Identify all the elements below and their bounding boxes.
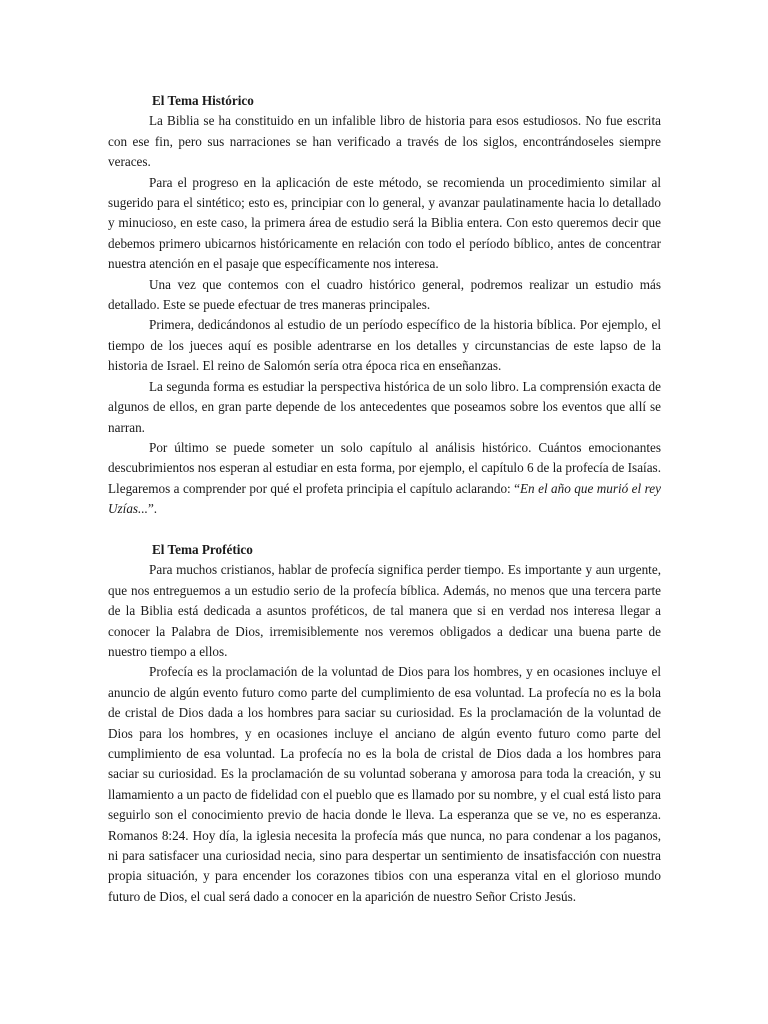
section-heading-profetico: El Tema Profético (152, 541, 253, 557)
document-page (108, 91, 661, 907)
paragraph-text: Por último se puede someter un solo capítulo al análisis histórico. Cuántos emocionantes descubrimientos nos esperan al estudiar en esta forma, por ejemplo, el capítulo 6 de la profecía de Isaías. Llegaremos a comprender por qué el profeta principia el capítulo aclarando: “ (108, 439, 661, 496)
paragraph: Profecía es la proclamación de la voluntad de Dios para los hombres, y en ocasiones incluye el anuncio de algún evento futuro como parte del cumplimiento de esa voluntad. La profecía no es la bola de cristal de Dios dada a los hombres para saciar su curiosidad. Es la proclamación de la voluntad de Dios para los hombres, y en ocasiones incluye el anciano de algún evento futuro como parte del cumplimiento de esa voluntad. La profecía no es la bola de cristal de Dios dada a los hombres para saciar su curiosidad. Es la proclamación de su voluntad soberana y amorosa para toda la creación, y su llamamiento a un pacto de fidelidad con el pueblo que es llamado por su nombre, y el cual está listo para seguirlo son el conocimiento previo de hacia donde le lleva. La esperanza que se ve, no es esperanza. Romanos 8:24. Hoy día, la iglesia necesita la profecía más que nunca, no para condenar a los paganos, ni para satisfacer una curiosidad necia, sino para despertar un sentimiento de insatisfacción con nuestra propia situación, y para encender los corazones tibios con una esperanza vital en el glorioso mundo futuro de Dios, el cual será dado a conocer en la aparición de nuestro Señor Cristo Jesús. (108, 664, 661, 904)
bible-quote: En el año que murió el rey Uzías... (108, 480, 661, 517)
paragraph: La Biblia se ha constituido en un infalible libro de historia para esos estudiosos. No fue escrita con ese fin, pero sus narraciones se han verificado a través de los siglos, encontrándoseles siempre veraces. (108, 113, 661, 170)
paragraph-with-quote (108, 438, 661, 520)
paragraph: Una vez que contemos con el cuadro histórico general, podremos realizar un estudio más detallado. Este se puede efectuar de tres maneras principales. (108, 276, 661, 313)
section-spacer (108, 520, 661, 540)
section-heading-historico: El Tema Histórico (152, 93, 254, 108)
paragraph: Para el progreso en la aplicación de este método, se recomienda un procedimiento similar al sugerido para el sintético; esto es, principiar con lo general, y avanzar paulatinamente hacia lo detallado y minucioso, en este caso, la primera área de estudio será la Biblia entera. Con esto queremos decir que debemos primero ubicarnos históricamente en relación con todo el período bíblico, antes de concentrar nuestra atención en el pasaje que específicamente nos interesa. (108, 174, 661, 272)
paragraph: Primera, dedicándonos al estudio de un período específico de la historia bíblica. Por ejemplo, el tiempo de los jueces aquí es posible adentrarse en los detalles y circunstancias de este lapso de la historia de Israel. El reino de Salomón sería otra época rica en enseñanzas. (108, 317, 661, 374)
quote-end: ”. (147, 501, 158, 517)
paragraph: Para muchos cristianos, hablar de profecía significa perder tiempo. Es importante y aun urgente, que nos entreguemos a un estudio serio de la profecía bíblica. Además, no menos que una tercera parte de la Biblia está dedicada a asuntos proféticos, de tal manera que si en verdad nos interesa llegar a conocer la Palabra de Dios, irremisiblemente nos veremos obligados a dedicar una buena parte de nuestro tiempo a ellos. (108, 562, 661, 659)
paragraph: La segunda forma es estudiar la perspectiva histórica de un solo libro. La comprensión exacta de algunos de ellos, en gran parte depende de los antecedentes que poseamos sobre los eventos que allí se narran. (108, 378, 661, 435)
